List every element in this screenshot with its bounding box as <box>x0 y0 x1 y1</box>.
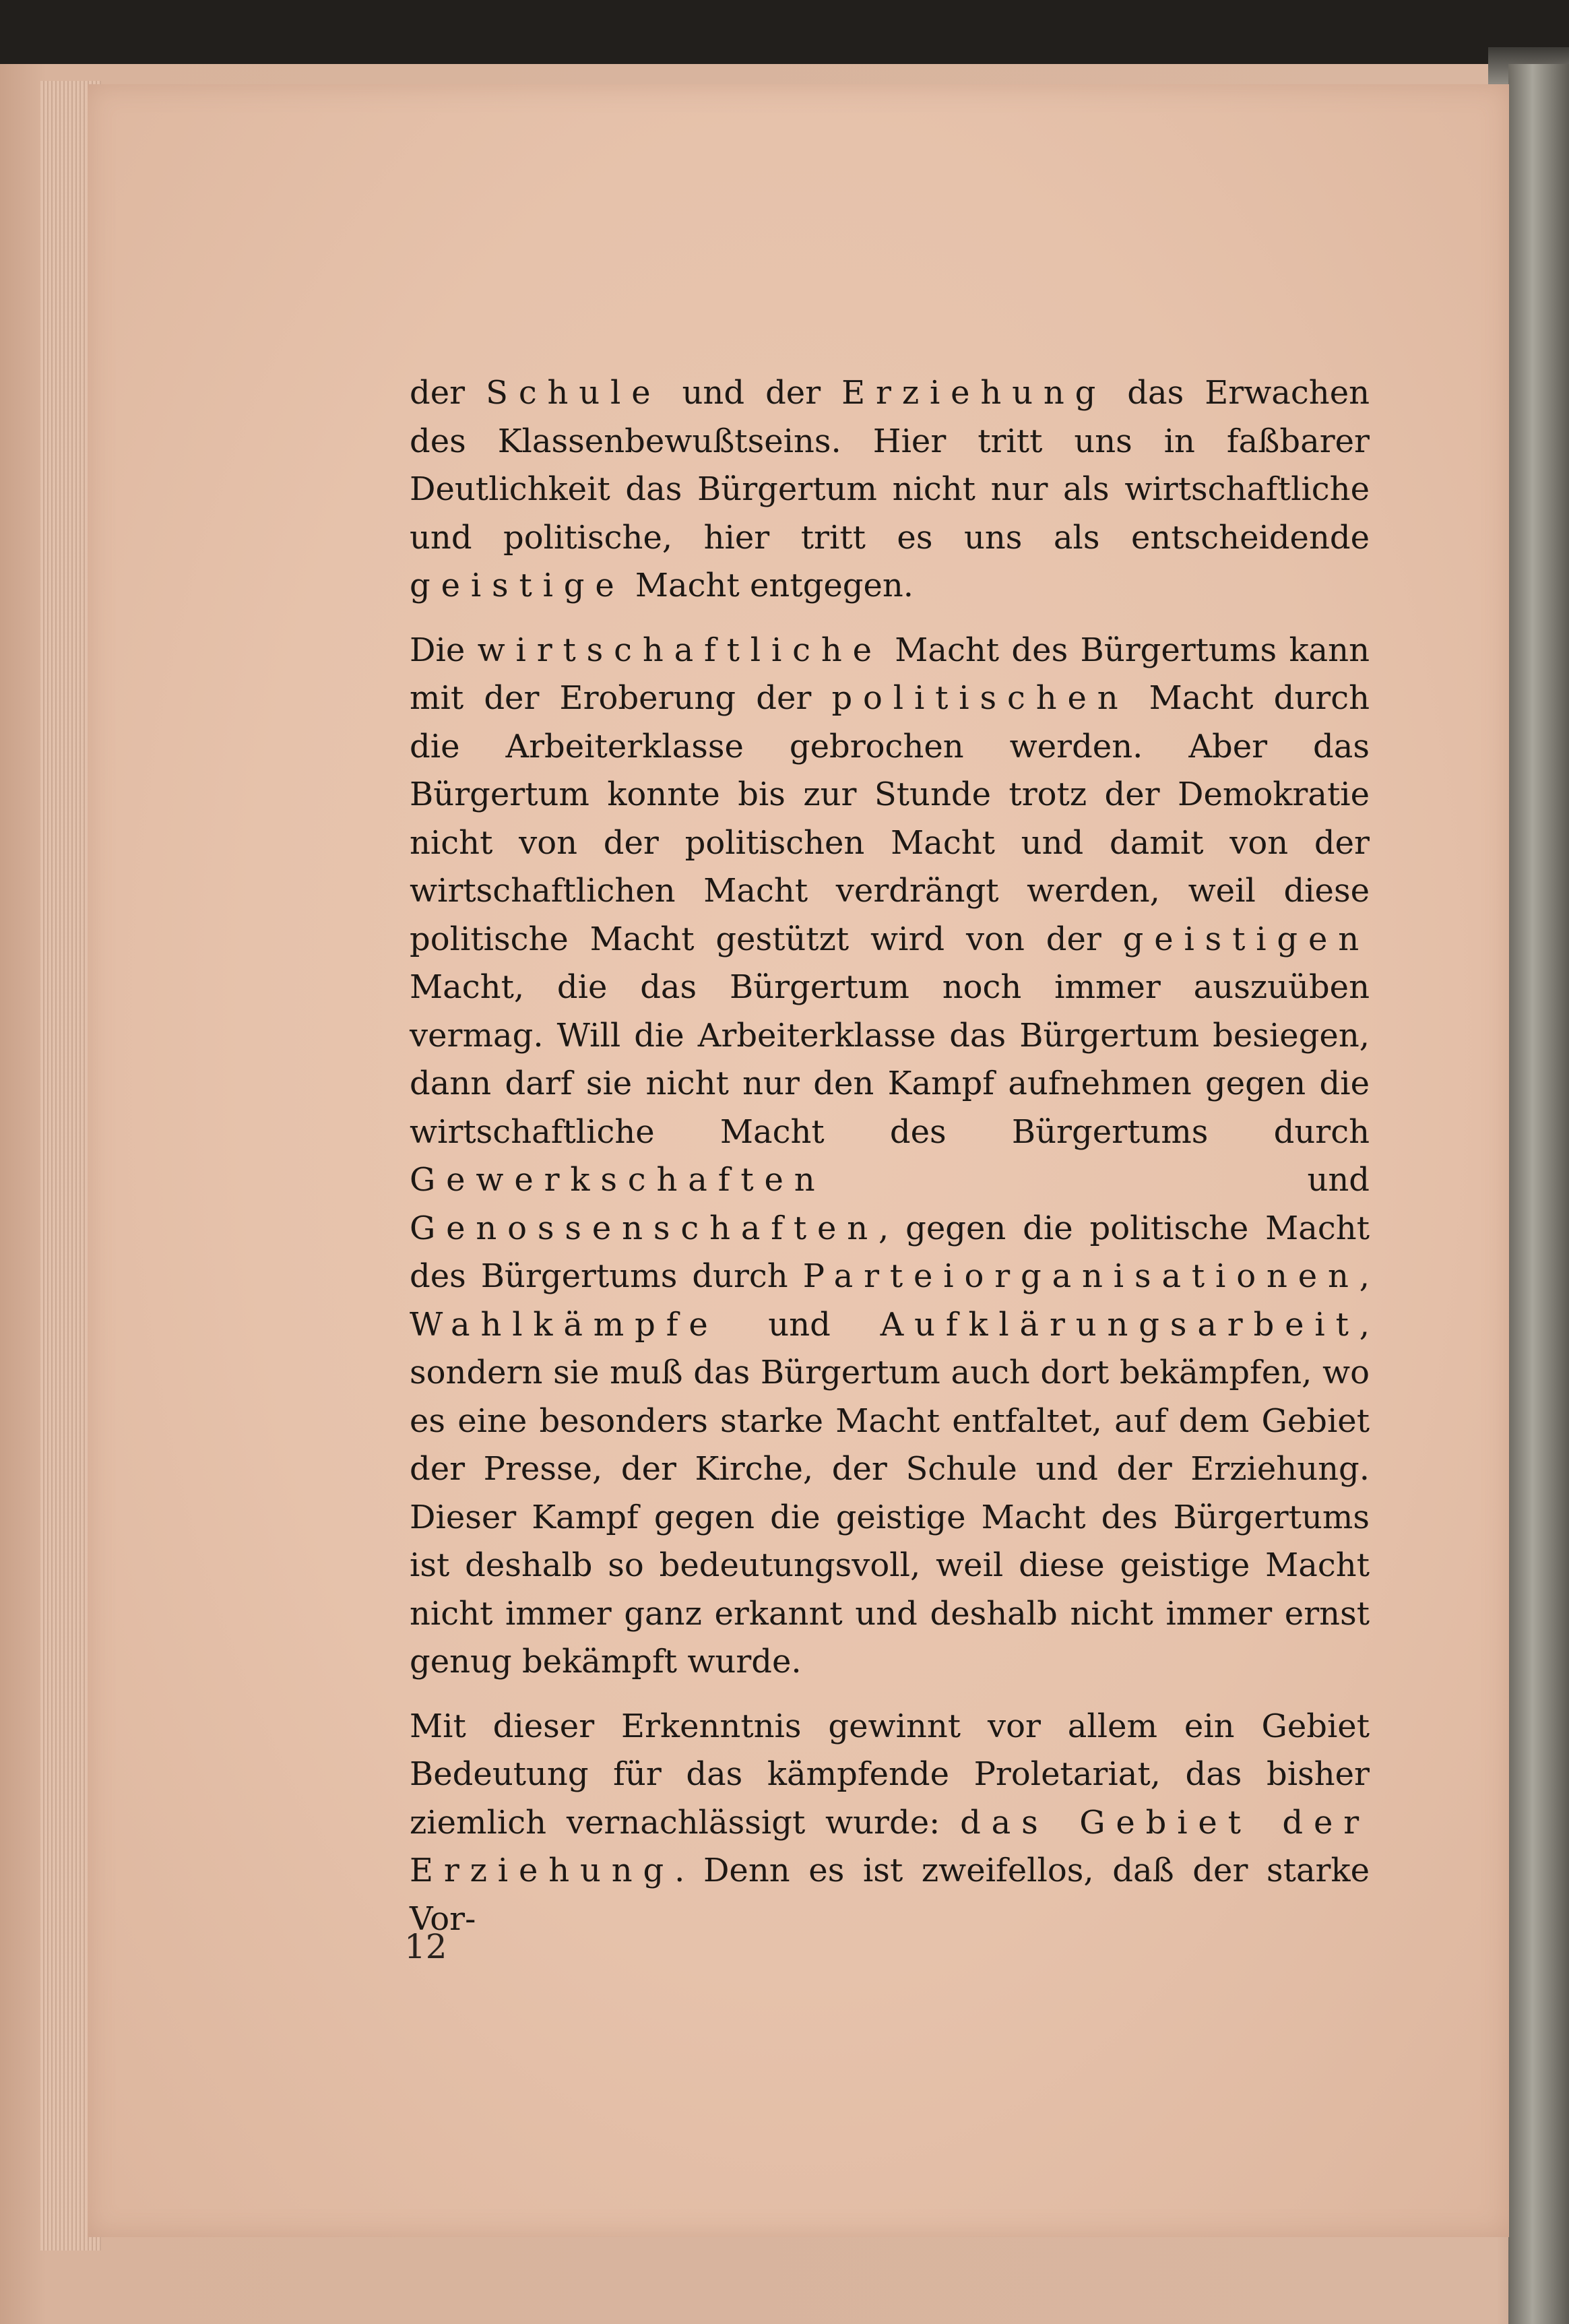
emphasized-word: Gewerkschaften <box>410 1161 826 1199</box>
emphasized-word: politischen <box>831 679 1129 717</box>
emphasized-word: Genossenschaften <box>410 1209 879 1247</box>
text-run: Die <box>410 631 478 669</box>
emphasized-word: Parteiorganisationen <box>802 1257 1359 1295</box>
text-run: Macht, die das Bürgertum noch immer auszuüben vermag. Will die Arbeiterklasse das Bürgertum besiegen, dann darf sie nicht nur den Kampf aufnehmen gegen die wirtschaftliche Macht des Bürgertums durch <box>410 968 1370 1151</box>
emphasized-word: Erziehung <box>841 374 1107 412</box>
book-binding <box>1508 64 1569 2324</box>
emphasized-word: das Gebiet der Erziehung <box>410 1803 1370 1889</box>
emphasized-word: Schule <box>486 374 662 412</box>
text-run: Macht des Bürgertums kann mit der Eroberung der <box>410 631 1370 717</box>
emphasized-word: geistigen <box>1122 920 1370 958</box>
text-run: das Erwachen des Klassenbewußtseins. Hier tritt uns in faßbarer Deutlichkeit das Bürgertum nicht nur als wirtschaftliche und politische, hier tritt es uns als entscheidende <box>410 374 1370 557</box>
emphasized-word: Aufklärungsarbeit <box>880 1305 1359 1344</box>
emphasized-word: geistige <box>410 567 625 604</box>
body-text <box>410 369 1370 1943</box>
text-run: Macht entgegen. <box>625 567 914 604</box>
paragraph-1 <box>410 369 1370 610</box>
text-run: , sondern sie muß das Bürgertum auch dort bekämpfen, wo es eine besonders starke Macht entfaltet, auf dem Gebiet der Presse, der Kirche, der Schule und der Erziehung. Dieser Kampf gegen die geistige Macht des Bürgertums ist deshalb so bedeutungsvoll, weil diese geistige Macht nicht immer ganz erkannt und deshalb nicht immer ernst genug bekämpft wurde. <box>410 1305 1370 1681</box>
text-run: der <box>410 374 486 412</box>
text-run: . Denn es ist zweifellos, daß der starke Vor- <box>410 1852 1370 1938</box>
text-run: und <box>825 1161 1370 1199</box>
paragraph-2 <box>410 627 1370 1687</box>
emphasized-word: wirtschaftliche <box>477 631 883 669</box>
text-run: Macht durch die Arbeiterklasse gebrochen werden. Aber das Bürgertum konnte bis zur Stunde trotz der Demokratie nicht von der politischen Macht und damit von der wirtschaftlichen Macht verdrängt werden, weil diese politische Macht gestützt wird von der <box>410 679 1370 958</box>
text-run: Mit dieser Erkenntnis gewinnt vor allem ein Gebiet Bedeutung für das kämpfende Proletariat, das bisher ziemlich vernachlässigt wurde: <box>410 1707 1370 1842</box>
emphasized-word: Wahlkämpfe <box>410 1305 719 1344</box>
page-number: 12 <box>404 1927 447 1966</box>
text-run: , <box>1359 1257 1370 1295</box>
text-run: und der <box>661 374 842 412</box>
paragraph-3 <box>410 1703 1370 1944</box>
text-run: und <box>718 1305 880 1344</box>
text-run: , gegen die politische Macht des Bürgertums durch <box>410 1209 1370 1295</box>
